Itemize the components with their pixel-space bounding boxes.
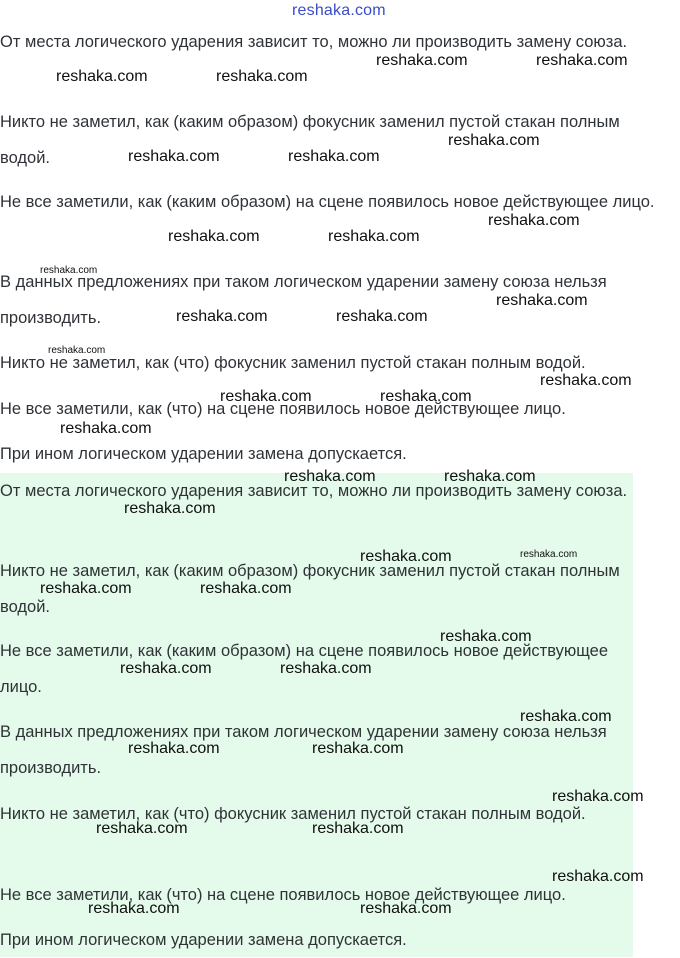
watermark: reshaka.com bbox=[552, 868, 644, 885]
site-title: reshaka.com bbox=[292, 2, 386, 19]
paragraph: В данных предложениях при таком логическом ударении замену союза нельзя производить. bbox=[0, 273, 607, 327]
watermark: reshaka.com bbox=[120, 660, 212, 677]
watermark: reshaka.com bbox=[216, 68, 308, 85]
watermark: reshaka.com bbox=[520, 708, 612, 725]
paragraph: От места логического ударения зависит то, можно ли производить замену союза. bbox=[0, 33, 628, 51]
watermark: reshaka.com bbox=[552, 788, 644, 805]
answer-paragraph: При ином логическом ударении замена допускается. bbox=[0, 931, 407, 949]
paragraph: Не все заметили, как (что) на сцене появилось новое действующее лицо. bbox=[0, 400, 566, 418]
watermark: reshaka.com bbox=[88, 900, 180, 917]
watermark: reshaka.com bbox=[124, 500, 216, 517]
watermark: reshaka.com bbox=[168, 228, 260, 245]
paragraph: Никто не заметил, как (каким образом) фокусник заменил пустой стакан полным водой. bbox=[0, 113, 620, 167]
watermark: reshaka.com bbox=[540, 372, 632, 389]
watermark: reshaka.com bbox=[360, 548, 452, 565]
watermark: reshaka.com bbox=[328, 228, 420, 245]
watermark: reshaka.com bbox=[444, 468, 536, 485]
watermark: reshaka.com bbox=[376, 52, 468, 69]
answer-paragraph: Не все заметили, как (каким образом) на сцене появилось новое действующее лицо. bbox=[0, 642, 609, 696]
watermark: reshaka.com bbox=[96, 820, 188, 837]
watermark: reshaka.com bbox=[288, 148, 380, 165]
watermark: reshaka.com bbox=[200, 580, 292, 597]
watermark: reshaka.com bbox=[312, 740, 404, 757]
answer-paragraph: В данных предложениях при таком логическом ударении замену союза нельзя производить. bbox=[0, 723, 607, 777]
watermark: reshaka.com bbox=[496, 292, 588, 309]
watermark: reshaka.com bbox=[128, 148, 220, 165]
watermark: reshaka.com bbox=[128, 740, 220, 757]
answer-paragraph: Никто не заметил, как (каким образом) фокусник заменил пустой стакан полным водой. bbox=[0, 562, 620, 616]
paragraph: При ином логическом ударении замена допускается. bbox=[0, 445, 407, 463]
watermark: reshaka.com bbox=[440, 628, 532, 645]
watermark: reshaka.com bbox=[48, 345, 106, 356]
watermark: reshaka.com bbox=[40, 580, 132, 597]
watermark: reshaka.com bbox=[380, 388, 472, 405]
watermark: reshaka.com bbox=[488, 212, 580, 229]
paragraph: Не все заметили, как (каким образом) на сцене появилось новое действующее лицо. bbox=[0, 193, 655, 211]
watermark: reshaka.com bbox=[280, 660, 372, 677]
answer-paragraph: От места логического ударения зависит то, можно ли производить замену союза. bbox=[0, 482, 628, 500]
watermark: reshaka.com bbox=[176, 308, 268, 325]
watermark: reshaka.com bbox=[520, 549, 578, 560]
watermark: reshaka.com bbox=[536, 52, 628, 69]
watermark: reshaka.com bbox=[448, 132, 540, 149]
watermark: reshaka.com bbox=[284, 468, 376, 485]
watermark: reshaka.com bbox=[60, 420, 152, 437]
answer-paragraph: Не все заметили, как (что) на сцене появилось новое действующее лицо. bbox=[0, 886, 566, 904]
paragraph: Никто не заметил, как (что) фокусник заменил пустой стакан полным водой. bbox=[0, 354, 586, 372]
answer-paragraph: Никто не заметил, как (что) фокусник заменил пустой стакан полным водой. bbox=[0, 805, 586, 823]
watermark: reshaka.com bbox=[312, 820, 404, 837]
watermark: reshaka.com bbox=[336, 308, 428, 325]
watermark: reshaka.com bbox=[40, 265, 98, 276]
watermark: reshaka.com bbox=[220, 388, 312, 405]
watermark: reshaka.com bbox=[360, 900, 452, 917]
watermark: reshaka.com bbox=[56, 68, 148, 85]
